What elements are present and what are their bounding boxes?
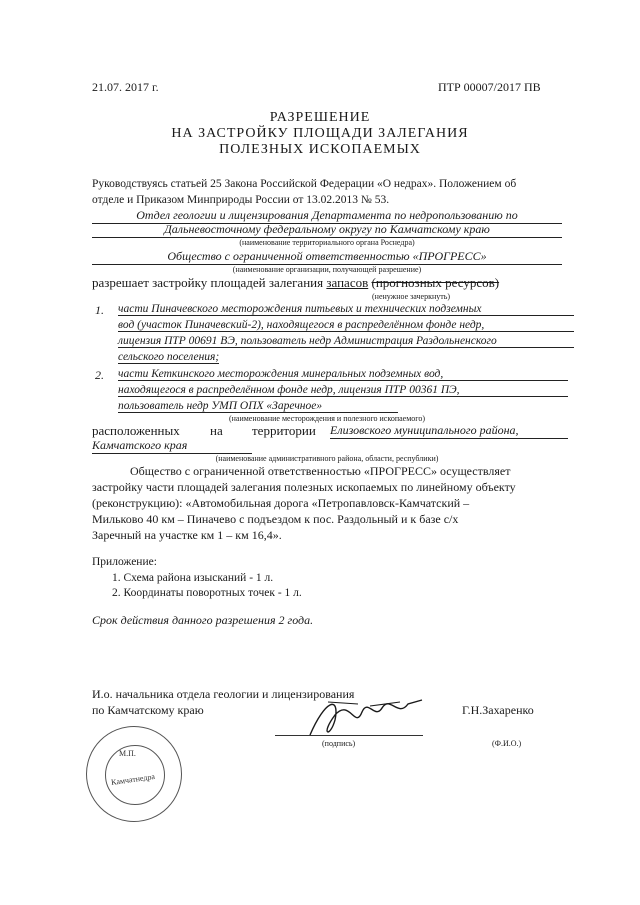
signer-position-line-1: И.о. начальника отдела геологии и лицензирования (92, 687, 355, 701)
location-word-2: на (210, 423, 223, 438)
location-caption: (наименование административного района, области, республики) (215, 454, 439, 463)
document-number: ПТР 00007/2017 ПВ (438, 80, 541, 94)
basis-line-2: отделе и Приказом Минприроды России от 13.02.2013 № 53. (92, 194, 390, 206)
appendix-title: Приложение: (92, 556, 157, 568)
signer-name: Г.Н.Захаренко (462, 703, 534, 717)
deposit-2-number: 2. (95, 368, 104, 382)
deposit-2-line-2: находящегося в распределённом фонде недр, лицензия ПТР 00361 ПЭ, (118, 384, 568, 397)
deposit-1-line-1: части Пиначевского месторождения питьевых и технических подземных (118, 303, 574, 316)
location-line-2: Камчатского края (92, 438, 252, 454)
recipient-caption: (наименование организации, получающей разрешение) (232, 265, 422, 274)
permits-caption: (ненужное зачеркнуть) (372, 292, 451, 301)
deposits-caption: (наименование месторождения и полезного ископаемого) (228, 414, 426, 423)
official-stamp (86, 726, 182, 822)
title-line-2: НА ЗАСТРОЙКУ ПЛОЩАДИ ЗАЛЕГАНИЯ (171, 126, 469, 141)
issuer-line-1: Отдел геологии и лицензирования Департамента по недропользованию по (92, 208, 562, 224)
permits-option-reserves: запасов (326, 275, 369, 290)
title-line-1: РАЗРЕШЕНИЕ (269, 110, 371, 125)
deposit-1-number: 1. (95, 303, 104, 317)
title-line-3: ПОЛЕЗНЫХ ИСКОПАЕМЫХ (219, 142, 421, 157)
document-date: 21.07. 2017 г. (92, 80, 159, 94)
body-line-4: Мильково 40 км – Пиначево с подъездом к пос. Раздольный и к базе с/х (92, 512, 459, 526)
body-line-3: (реконструкцию): «Автомобильная дорога «Петропавловск-Камчатский – (92, 496, 470, 510)
validity-text: Срок действия данного разрешения 2 года. (92, 613, 314, 627)
signer-position-line-2: по Камчатскому краю (92, 703, 204, 717)
signature-caption: (подпись) (322, 739, 356, 748)
deposit-1-line-4: сельского поселения; (118, 351, 220, 363)
stamp-city-text: Камчатнедра (110, 771, 156, 788)
deposit-2-line-1: части Кеткинского месторождения минеральных подземных вод, (118, 368, 568, 381)
body-line-1: Общество с ограниченной ответственностью «ПРОГРЕСС» осуществляет (130, 464, 511, 478)
deposit-2-line-3: пользователь недр УМП ОПХ «Заречное» (118, 400, 398, 413)
stamp-mp-text: М.П. (119, 749, 136, 758)
location-word-3: территории (252, 423, 316, 438)
issuer-caption: (наименование территориального органа Роснедра) (239, 238, 415, 247)
body-line-5: Заречный на участке км 1 – км 16,4». (92, 528, 282, 542)
issuer-line-2: Дальневосточному федеральному округу по Камчатскому краю (92, 222, 562, 238)
permits-option-resources: (прогнозных ресурсов) (371, 275, 500, 290)
location-line-1: Елизовского муниципального района, (330, 423, 568, 439)
deposit-1-line-2: вод (участок Пиначевский-2), находящегося в распределённом фонде недр, (118, 319, 574, 332)
permits-line (92, 275, 499, 291)
recipient-name: Общество с ограниченной ответственностью «ПРОГРЕСС» (92, 249, 562, 265)
name-caption: (Ф.И.О.) (492, 739, 522, 748)
handwritten-signature (300, 690, 430, 745)
deposit-1-line-3: лицензия ПТР 00691 ВЭ, пользователь недр Администрация Раздольненского (118, 335, 574, 348)
location-word-1: расположенных (92, 423, 180, 438)
permits-prefix: разрешает застройку площадей залегания (92, 275, 324, 290)
appendix-item: 2. Координаты поворотных точек - 1 л. (112, 587, 302, 599)
basis-line-1: Руководствуясь статьей 25 Закона Российской Федерации «О недрах». Положением об (92, 178, 517, 190)
appendix-item: 1. Схема района изысканий - 1 л. (112, 572, 274, 584)
body-line-2: застройку части площадей залегания полезных ископаемых по линейному объекту (92, 480, 516, 494)
